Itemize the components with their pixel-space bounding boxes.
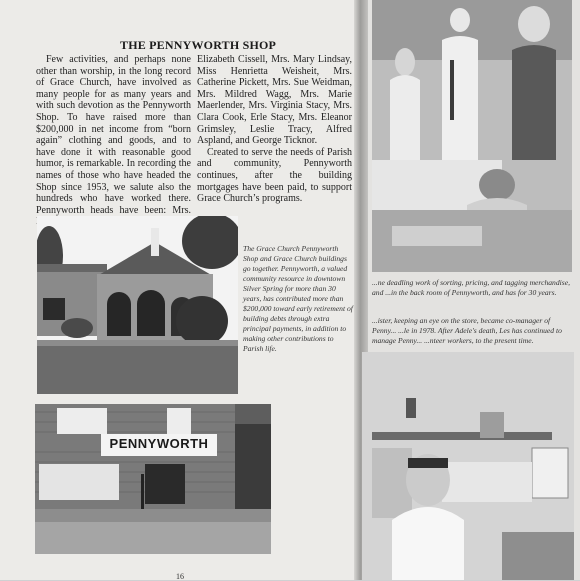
article-paragraph: Elizabeth Cissell, Mrs. Mary Lindsay, Miss Henrietta Weisheit, Mrs. Catherine Pickett, Mrs. Sue Weidman, Mrs. Mildred Wagg, Mrs. Marie Maerlender, Mrs. Virginia Stacy, Mrs. Clara Cook, Erle Stacy, Mrs. Eleanor Grimsley, Leslie Tracy, Alfred Aspland, and George Ticknor. [197, 54, 352, 147]
photo-caption: ...ister, keeping an eye on the store, became co-manager of Penny... ...le in 1978. After Adele's death, Les has continued to manage Penny... ...nteer workers, to the present time. [372, 316, 562, 345]
photo-caption: ...ne deadling work of sorting, pricing, and tagging merchandise, and ...in the back room of Pennyworth, and has for 30 years. [372, 278, 570, 297]
church-photo [37, 216, 238, 394]
article-paragraph: Few activities, and perhaps none other than worship, in the long record of Grace Church, have involved as many people for as many years and with such devotion as the Pennyworth Shop. To have raised more than $200,000 in net income from “born again” clothing and goods, and to have done it with reasonable good humor, is remarkable. In recording the names of those who have headed the Shop since 1953, we salute also the hundreds who have worked there. Pennyworth heads have been: Mrs. [36, 54, 191, 216]
article-title: THE PENNYWORTH SHOP [120, 38, 277, 52]
photo-caption: The Grace Church Pennyworth Shop and Grace Church buildings go together. Pennyworth, a valued community resource in downtown Silver Spring for more than 30 years, has contributed more than $200,000 toward early retirement of building debts through extra principal payments, in addition to making other contributions to Parish life. [243, 244, 353, 353]
shop-sign: PENNYWORTH [109, 436, 209, 451]
article-paragraph: Created to serve the needs of Parish and community, Pennyworth continues, after the building mortgages have been paid, to support Grace Church’s programs. [197, 146, 352, 205]
article-column-2 [197, 54, 352, 205]
workers-photo [372, 0, 572, 272]
shop-photo [35, 404, 271, 554]
manager-photo [362, 352, 574, 580]
article-column-1 [36, 54, 191, 228]
page-number: 16 [176, 572, 184, 581]
